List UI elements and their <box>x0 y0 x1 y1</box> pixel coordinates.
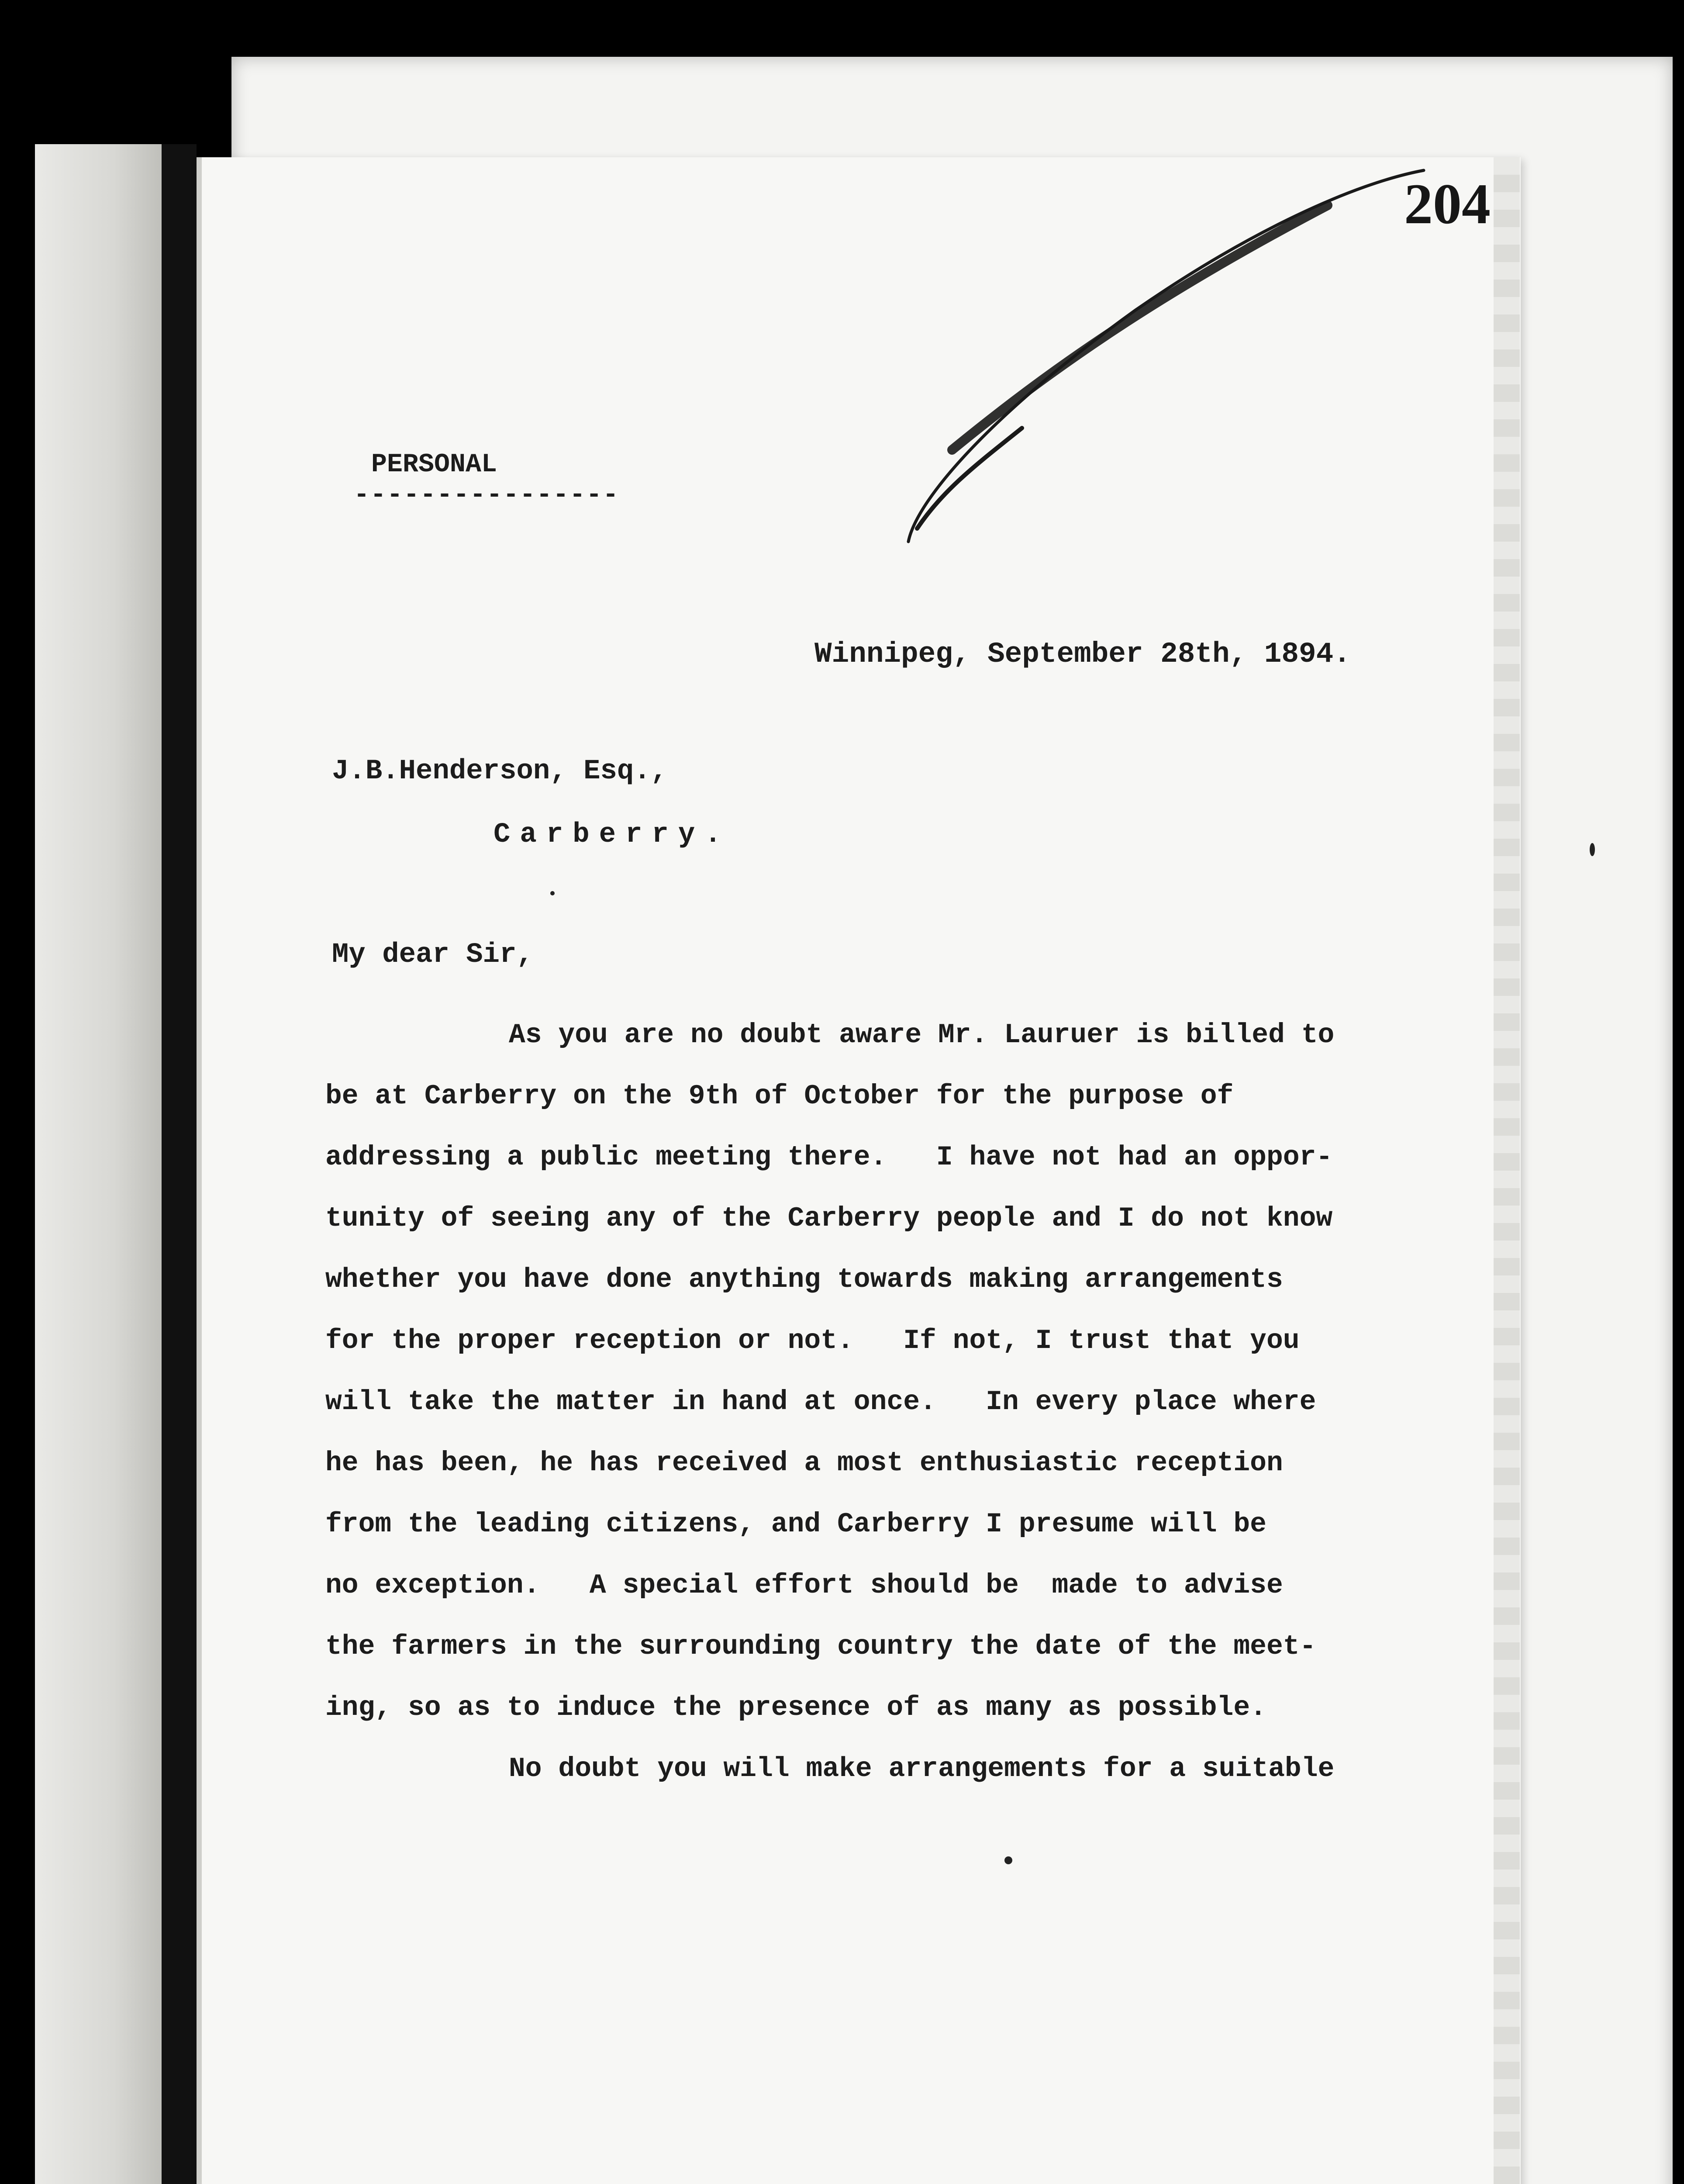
left-paper-strip <box>35 144 166 2184</box>
body-line: No doubt you will make arrangements for a suitable <box>509 1753 1335 1784</box>
body-line: whether you have done anything towards making arrangements <box>325 1264 1283 1295</box>
personal-underline: ---------------- <box>354 480 620 510</box>
personal-marking: PERSONAL <box>371 450 497 480</box>
pen-stroke-mark <box>891 166 1428 546</box>
addressee-city: Carberry. <box>493 819 731 850</box>
body-line: no exception. A special effort should be made to advise <box>325 1570 1283 1601</box>
left-binding-bar <box>162 144 197 2184</box>
dateline: Winnipeg, September 28th, 1894. <box>814 638 1351 670</box>
addressee: J.B.Henderson, Esq., <box>332 756 668 787</box>
body-line: he has been, he has received a most enthusiastic reception <box>325 1448 1283 1479</box>
ink-speck <box>550 891 555 895</box>
body-line: addressing a public meeting there. I have not had an oppor- <box>325 1142 1333 1173</box>
body-line: ing, so as to induce the presence of as many as possible. <box>325 1692 1266 1723</box>
body-line: will take the matter in hand at once. In every place where <box>325 1386 1316 1417</box>
body-line: As you are no doubt aware Mr. Lauruer is billed to <box>509 1019 1335 1051</box>
letter-body <box>325 1005 1417 1800</box>
body-line: tunity of seeing any of the Carberry people and I do not know <box>325 1203 1333 1234</box>
body-line: the farmers in the surrounding country the date of the meet- <box>325 1631 1316 1662</box>
salutation: My dear Sir, <box>332 939 533 971</box>
ink-speck <box>1590 843 1595 856</box>
body-line: be at Carberry on the 9th of October for the purpose of <box>325 1081 1234 1112</box>
page-number: 204 <box>1404 172 1491 236</box>
body-line: from the leading citizens, and Carberry I presume will be <box>325 1509 1266 1540</box>
ink-speck <box>1004 1856 1012 1864</box>
letter-right-edge <box>1494 157 1520 2184</box>
body-line: for the proper reception or not. If not, I trust that you <box>325 1325 1300 1356</box>
